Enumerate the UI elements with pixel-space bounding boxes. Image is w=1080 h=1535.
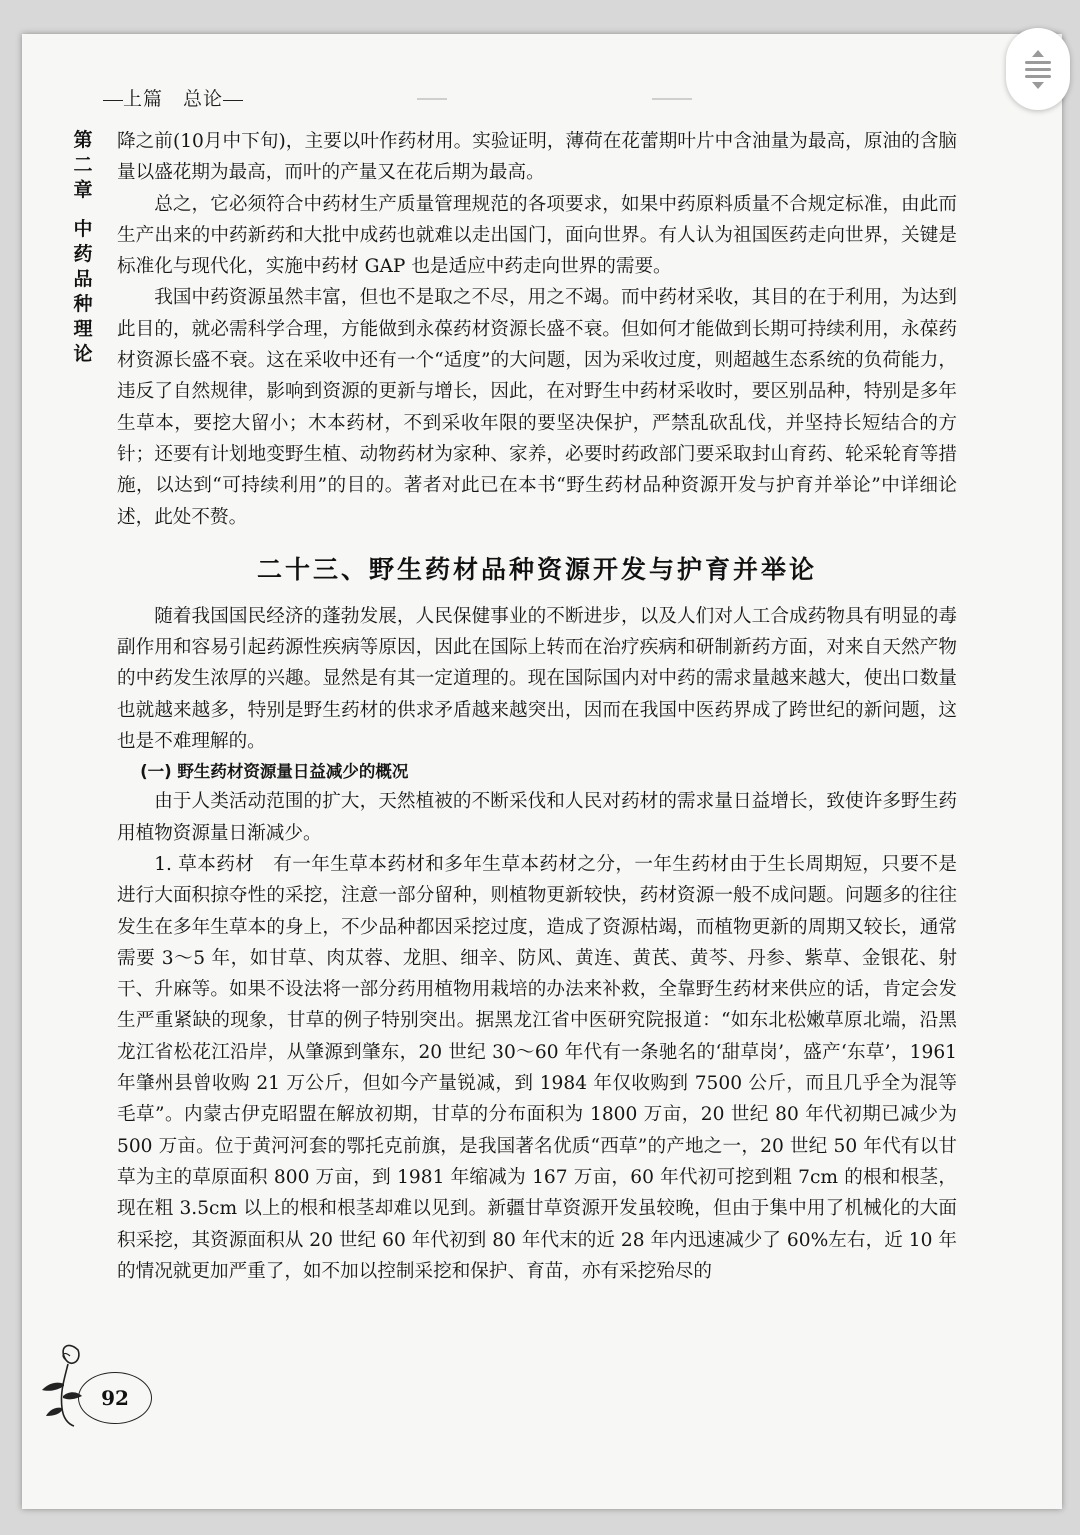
sub-heading: (一) 野生药材资源量日益减少的概况 xyxy=(140,762,409,782)
paragraph: 总之，它必须符合中药材生产质量管理规范的各项要求，如果中药原料质量不合规定标准，由此而生产出来的中药新药和大批中成药也就难以走出国门，面向世界。有人认为祖国医药走向世界，关键是标准化与现代化，实施中药材 GAP 也是适应中药走向世界的需要。 xyxy=(117,193,957,278)
scan-artifact xyxy=(652,98,692,100)
side-char: 论 xyxy=(73,343,93,365)
side-char: 药 xyxy=(73,243,93,265)
running-head-section: 总论 xyxy=(183,88,224,110)
grip-line xyxy=(1025,68,1051,71)
side-chapter-label xyxy=(72,128,94,367)
scroll-handle-icon[interactable] xyxy=(1006,28,1070,110)
grip-line xyxy=(1025,75,1051,78)
paragraph: 随着我国国民经济的蓬勃发展，人民保健事业的不断进步，以及人们对人工合成药物具有明显的毒副作用和容易引起药源性疾病等原因，因此在国际上转而在治疗疾病和研制新药方面，对来自天然产物的中药发生浓厚的兴趣。显然是有其一定道理的。现在国际国内对中药的需求量越来越大，使出口数量也就越来越多，特别是野生药材的供求矛盾越来越突出，因而在我国中医药界成了跨世纪的新问题，这也是不难理解的。 xyxy=(117,605,957,753)
body-text xyxy=(117,126,957,1287)
scan-artifact xyxy=(417,98,447,100)
running-head xyxy=(103,84,243,111)
spacer xyxy=(72,203,94,217)
arrow-up-icon xyxy=(1032,50,1044,57)
paragraph: 我国中药资源虽然丰富，但也不是取之不尽，用之不竭。而中药材采收，其目的在于利用，为达到此目的，就必需科学合理，方能做到永葆药材资源长盛不衰。但如何才能做到长期可持续利用，永葆药材资源长盛不衰。这在采收中还有一个“适度”的大问题，因为采收过度，则超越生态系统的负荷能力，违反了自然规律，影响到资源的更新与增长，因此，在对野生中药材采收时，要区别品种，特别是多年生草本，要挖大留小；木本药材，不到采收年限的要坚决保护，严禁乱砍乱伐，并坚持长短结合的方针；还要有计划地变野生植、动物药材为家种、家养，必要时药政部门要采取封山育药、轮采轮育等措施，以达到“可持续利用”的目的。著者对此已在本书“野生药材品种资源开发与护育并举论”中详细论述，此处不赘。 xyxy=(117,287,957,528)
running-head-part: 上篇 xyxy=(123,88,164,110)
section-title: 二十三、野生药材品种资源开发与护育并举论 xyxy=(256,554,817,584)
side-char: 章 xyxy=(73,179,93,201)
paragraph: 1. 草本药材 有一年生草本药材和多年生草本药材之分，一年生药材由于生长周期短，只要不是进行大面积掠夺性的采挖，注意一部分留种，则植物更新较快，药材资源一般不成问题。问题多的往往发生在多年生草本的身上，不少品种都因采挖过度，造成了资源枯竭，而植物更新的周期又较长，通常需要 3～5 年，如甘草、肉苁蓉、龙胆、细辛、防风、黄连、黄芪、黄芩、丹参、紫草、金银花、射干、升麻等。如果不设法将一部分药用植物用栽培的办法来补救，全靠野生药材来供应的话，肯定会发生严重紧缺的现象，甘草的例子特别突出。据黑龙江省中医研究院报道：“如东北松嫩草原北端，沿黑龙江省松花江沿岸，从肇源到肇东，20 世纪 30～60 年代有一条驰名的‘甜草岗’，盛产‘东草’，1961 年肇州县曾收购 21 万公斤，但如今产量锐减，到 1984 年仅收购到 7500 公斤，而且几乎全为混等毛草”。内蒙古伊克昭盟在解放初期，甘草的分布面积为 1800 万亩，20 世纪 80 年代初期已减少为 500 万亩。位于黄河河套的鄂托克前旗，是我国著名优质“西草”的产地之一，20 世纪 50 年代有以甘草为主的草原面积 800 万亩，到 1981 年缩减为 167 万亩，60 年代初可挖到粗 7cm 的根和根茎，现在粗 3.5cm 以上的根和根茎却难以见到。新疆甘草资源开发虽较晚，但由于集中用了机械化的大面积采挖，其资源面积从 20 世纪 60 年代初到 80 年代末的近 28 年内迅速减少了 60%左右，近 10 年的情况就更加严重了，如不加以控制采挖和保护、育苗，亦有采挖殆尽的 xyxy=(117,853,957,1282)
side-char: 中 xyxy=(73,218,93,240)
paragraph: 由于人类活动范围的扩大，天然植被的不断采伐和人民对药材的需求量日益增长，致使许多野生药用植物资源量日渐减少。 xyxy=(117,791,957,844)
paragraph: 降之前(10月中下旬)，主要以叶作药材用。实验证明，薄荷在花蕾期叶片中含油量为最高，原油的含脑量以盛花期为最高，而叶的产量又在花后期为最高。 xyxy=(117,131,957,184)
side-char: 品 xyxy=(73,268,93,290)
side-char: 种 xyxy=(73,293,93,315)
page-number: 92 xyxy=(78,1372,152,1424)
side-char: 理 xyxy=(73,318,93,340)
side-char: 第 xyxy=(73,129,93,151)
rule xyxy=(103,100,123,101)
grip-line xyxy=(1025,61,1051,64)
side-char: 二 xyxy=(73,154,93,176)
arrow-down-icon xyxy=(1032,82,1044,89)
rule xyxy=(223,100,243,101)
